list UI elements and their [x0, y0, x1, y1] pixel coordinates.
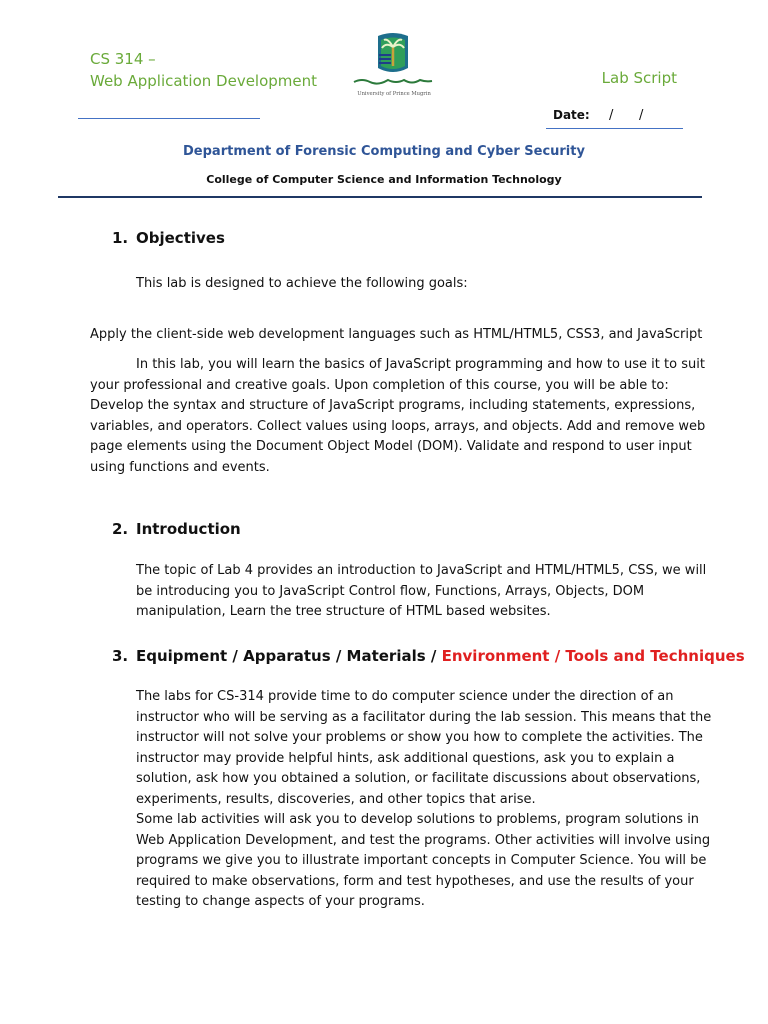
lab-script-label: Lab Script	[601, 69, 677, 87]
body-line: The topic of Lab 4 provides an introduction to JavaScript and HTML/HTML5, CSS, we will	[136, 563, 707, 578]
body-line: experiments, results, discoveries, and other topics that arise.	[136, 791, 536, 807]
body-line: manipulation, Learn the tree structure of HTML based websites.	[136, 604, 551, 619]
body-line: required to make observations, form and test hypotheses, and use the results of your	[136, 873, 694, 889]
body-line: variables, and operators. Collect values using loops, arrays, and objects. Add and remove web	[90, 418, 706, 434]
section-number: 1.	[112, 229, 129, 247]
department-name: Department of Forensic Computing and Cyber Security	[183, 144, 585, 159]
body-line: instructor who will be serving as a facilitator during the lab session. This means that the	[136, 709, 712, 725]
body-line: programs we give you to illustrate important concepts in Computer Science. You will be	[136, 853, 707, 868]
body-line: Develop the syntax and structure of JavaScript programs, including statements, expressions,	[90, 398, 696, 413]
section-number: 2.	[112, 520, 129, 538]
body-line: solution, ask how you obtained a solution, or facilitate discussions about observations,	[136, 771, 701, 786]
body-line: testing to change aspects of your programs.	[136, 894, 425, 909]
body-line: Some lab activities will ask you to develop solutions to problems, program solutions in	[136, 812, 700, 827]
section-heading-objectives	[112, 229, 225, 247]
section-title-highlight: Environment / Tools and Techniques	[441, 647, 745, 665]
course-heading	[90, 48, 317, 92]
equipment-body	[136, 687, 711, 913]
body-line: instructor will not solve your problems or show you how to complete the activities. The	[136, 730, 703, 745]
objectives-body	[90, 355, 705, 478]
body-line: your professional and creative goals. Upon completion of this course, you will be able to:	[90, 377, 669, 393]
body-line: instructor may provide helpful hints, ask additional questions, ask you to explain a	[136, 750, 675, 766]
svg-text:University of Prince Mugrin: University of Prince Mugrin	[357, 91, 431, 97]
body-line: page elements using the Document Object Model (DOM). Validate and respond to user input	[90, 439, 692, 454]
date-separator: /	[639, 108, 644, 123]
header-rule-left	[78, 118, 260, 119]
university-logo	[348, 32, 440, 102]
date-separator: /	[609, 108, 614, 123]
body-line: The labs for CS-314 provide time to do computer science under the direction of an	[136, 689, 674, 704]
header-divider	[58, 196, 702, 198]
section-title: Equipment / Apparatus / Materials /	[136, 647, 442, 665]
objectives-goal: Apply the client-side web development languages such as HTML/HTML5, CSS3, and JavaScript	[90, 327, 703, 342]
date-field	[609, 108, 669, 123]
body-line: In this lab, you will learn the basics of JavaScript programming and how to use it to suit	[136, 357, 705, 372]
date-label: Date:	[553, 108, 590, 122]
section-title: Introduction	[136, 520, 241, 538]
course-title: Web Application Development	[90, 72, 318, 90]
body-line: Web Application Development, and test the programs. Other activities will involve using	[136, 832, 711, 848]
course-code: CS 314 –	[90, 50, 156, 68]
date-underline	[546, 128, 683, 129]
college-name: College of Computer Science and Information Technology	[206, 173, 562, 186]
section-heading-introduction	[112, 520, 241, 538]
section-heading-equipment	[112, 647, 745, 665]
section-title: Objectives	[136, 229, 225, 247]
objectives-intro: This lab is designed to achieve the following goals:	[136, 276, 468, 291]
section-number: 3.	[112, 647, 129, 665]
body-line: be introducing you to JavaScript Control flow, Functions, Arrays, Objects, DOM	[136, 583, 645, 599]
introduction-body	[136, 561, 706, 623]
body-line: using functions and events.	[90, 459, 270, 475]
